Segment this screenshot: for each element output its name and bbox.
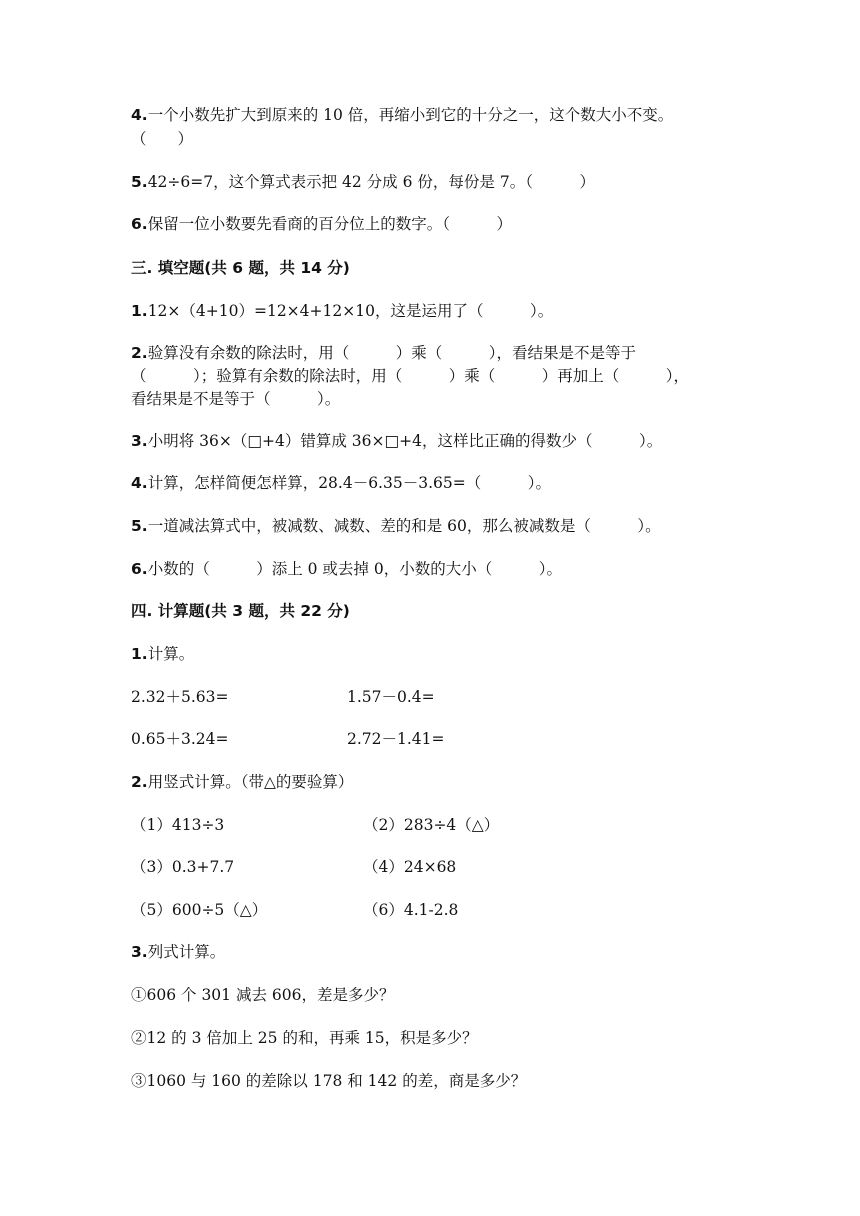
calc-q1-item: 2.72－1.41= — [347, 730, 445, 748]
calc-q2-item: （4）24×68 — [363, 858, 457, 876]
question-text: 计算。 — [147, 645, 195, 663]
calc-q3-item: ②12 的 3 倍加上 25 的和，再乘 15，积是多少？ — [131, 1029, 478, 1047]
question-number: 3. — [131, 432, 148, 450]
judgement-q6 — [131, 213, 512, 235]
fill-q2-line1 — [131, 342, 636, 364]
calc-q2-item: （1）413÷3 — [131, 816, 225, 834]
fill-q4 — [131, 472, 551, 494]
question-text: 小明将 36×（□+4）错算成 36×□+4，这样比正确的得数少（ ）。 — [147, 432, 663, 450]
question-text: 保留一位小数要先看商的百分位上的数字。（ ） — [147, 215, 512, 233]
question-text: 用竖式计算。（带△的要验算） — [147, 773, 354, 791]
question-text: 一个小数先扩大到原来的 10 倍，再缩小到它的十分之一，这个数大小不变。 — [147, 106, 674, 124]
question-number: 2. — [131, 344, 148, 362]
question-text: 计算，怎样简便怎样算，28.4－6.35－3.65=（ ）。 — [147, 474, 551, 492]
question-text: 小数的（ ）添上 0 或去掉 0，小数的大小（ ）。 — [147, 560, 562, 578]
question-number: 1. — [131, 645, 148, 663]
fill-q1 — [131, 300, 553, 322]
judgement-q4-line1 — [131, 104, 673, 126]
calc-q3-item: ③1060 与 160 的差除以 178 和 142 的差，商是多少？ — [131, 1072, 527, 1090]
judgement-q4-line2 — [131, 128, 193, 150]
calc-q2-item: （2）283÷4（△） — [363, 816, 500, 834]
calc-q3-item: ①606 个 301 减去 606，差是多少？ — [131, 986, 395, 1004]
fill-q3 — [131, 430, 662, 452]
calc-q1 — [131, 643, 194, 665]
question-text: 42÷6=7，这个算式表示把 42 分成 6 份，每份是 7。（ ） — [147, 173, 595, 191]
calc-q3 — [131, 941, 225, 963]
calc-q1-item: 2.32＋5.63= — [131, 688, 229, 706]
calc-q2-item: （6）4.1-2.8 — [363, 901, 459, 919]
fill-q5 — [131, 515, 661, 537]
question-number: 3. — [131, 943, 148, 961]
question-number: 5. — [131, 517, 148, 535]
question-number: 6. — [131, 215, 148, 233]
answer-bracket: （ ） — [131, 130, 194, 148]
calc-q1-item: 1.57－0.4= — [347, 688, 435, 706]
fill-q6 — [131, 558, 562, 580]
section-heading-fill: 三. 填空题(共 6 题，共 14 分) — [131, 259, 350, 277]
calc-q2-item: （5）600÷5（△） — [131, 901, 268, 919]
question-text: 列式计算。 — [147, 943, 226, 961]
judgement-q5 — [131, 171, 595, 193]
question-number: 2. — [131, 773, 148, 791]
question-text: 验算没有余数的除法时，用（ ）乘（ ），看结果是不是等于 — [147, 344, 636, 362]
question-number: 4. — [131, 474, 148, 492]
fill-q2-line2 — [131, 365, 689, 387]
question-number: 5. — [131, 173, 148, 191]
section-heading-calc: 四. 计算题(共 3 题，共 22 分) — [131, 602, 350, 620]
question-text: 一道减法算式中，被减数、减数、差的和是 60，那么被减数是（ ）。 — [147, 517, 661, 535]
question-text: 看结果是不是等于（ ）。 — [131, 390, 341, 408]
calc-q1-item: 0.65＋3.24= — [131, 730, 229, 748]
fill-q2-line3 — [131, 388, 340, 410]
question-number: 1. — [131, 302, 148, 320]
calc-q2 — [131, 771, 353, 793]
question-number: 4. — [131, 106, 148, 124]
calc-q2-item: （3）0.3+7.7 — [131, 858, 235, 876]
question-number: 6. — [131, 560, 148, 578]
question-text: 12×（4+10）=12×4+12×10，这是运用了（ ）。 — [147, 302, 554, 320]
question-text: （ ）；验算有余数的除法时，用（ ）乘（ ）再加上（ ）， — [131, 367, 690, 385]
